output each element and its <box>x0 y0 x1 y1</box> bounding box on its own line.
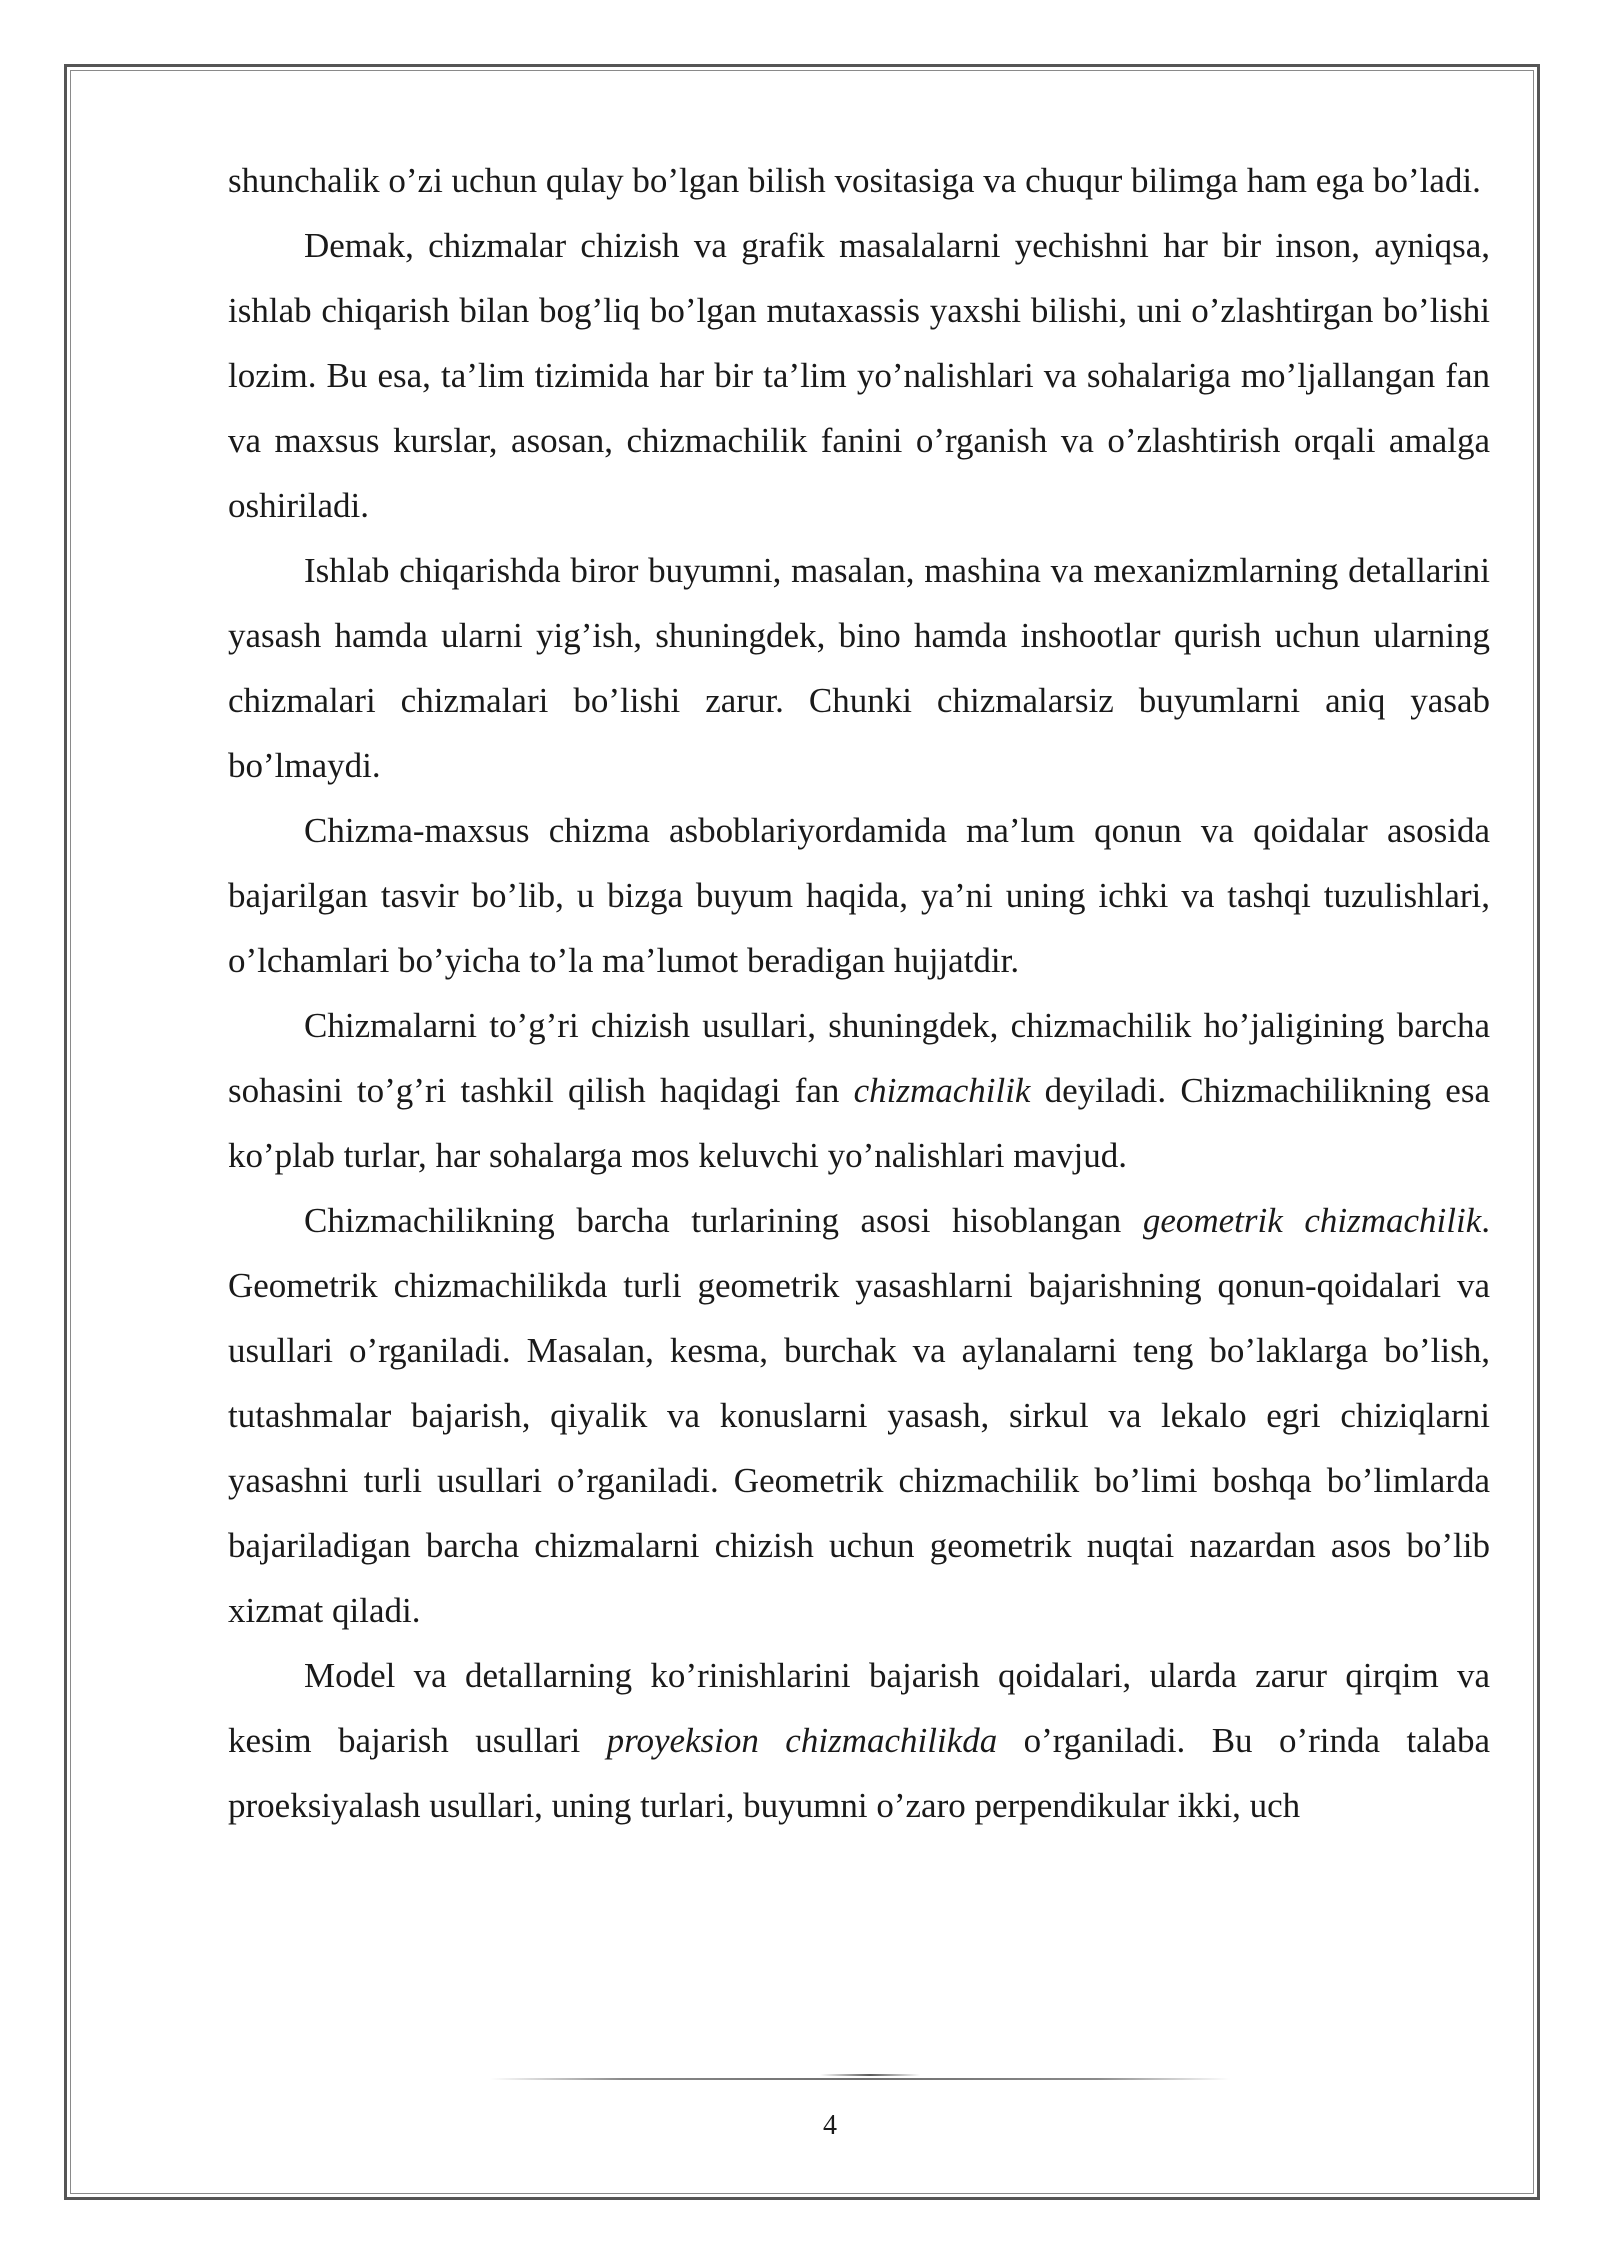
paragraph-text: shunchalik o’zi uchun qulay bo’lgan bilish vositasiga va chuqur bilimga ham ega bo’ladi. <box>228 161 1481 200</box>
paragraph-text: . Geometrik chizmachilikda turli geometrik yasashlarni bajarishning qonun-qoidalari va usullari o’rganiladi. Masalan, kesma, burchak va aylanalarni teng bo’laklarga bo’lish, tutashmalar bajarish, qiyalik va konuslarni yasash, sirkul va lekalo egri chiziqlarni yasashni turli usullari o’rganiladi. Geometrik chizmachilik bo’limi boshqa bo’limlarda bajariladigan barcha chizmalarni chizish uchun geometrik nuqtai nazardan asos bo’lib xizmat qiladi. <box>228 1201 1490 1630</box>
paragraph-text: o’rganiladi. Bu o’rinda talaba proeksiyalash usullari, uning turlari, buyumni o’zaro perpendikular ikki, uch <box>228 1721 1491 1825</box>
paragraph <box>228 538 1490 798</box>
paragraph-text: Model va detallarning ko’rinishlarini bajarish qoidalari, ularda zarur qirqim va kesim bajarish usullari <box>228 1656 1490 1760</box>
paragraph <box>228 148 1490 213</box>
italic-term: geometrik chizmachilik <box>1142 1201 1482 1240</box>
document-body <box>228 148 1490 1838</box>
footer-divider <box>490 2078 1230 2080</box>
paragraph <box>228 213 1490 538</box>
paragraph-text: Chizmalarni to’g’ri chizish usullari, shuningdek, chizmachilik ho’jaligining barcha sohasini to’g’ri tashkil qilish haqidagi fan <box>228 1006 1490 1110</box>
paragraph-text: Chizmachilikning barcha turlarining asosi hisoblangan <box>304 1201 1143 1240</box>
paragraph-text: Demak, chizmalar chizish va grafik masalalarni yechishni har bir inson, ayniqsa, ishlab chiqarish bilan bog’liq bo’lgan mutaxassis yaxshi bilishi, uni o’zlashtirgan bo’lishi lozim. Bu esa, ta’lim tizimida har bir ta’lim yo’nalishlari va sohalariga mo’ljallangan fan va maxsus kurslar, asosan, chizmachilik fanini o’rganish va o’zlashtirish orqali amalga oshiriladi. <box>228 226 1490 525</box>
paragraph <box>228 1643 1490 1838</box>
page-number: 4 <box>823 2110 837 2141</box>
italic-term: proyeksion chizmachilikda <box>606 1721 998 1760</box>
paragraph <box>228 798 1490 993</box>
paragraph <box>228 1188 1490 1643</box>
paragraph-text: Chizma-maxsus chizma asboblariyordamida ma’lum qonun va qoidalar asosida bajarilgan tasvir bo’lib, u bizga buyum haqida, ya’ni uning ichki va tashqi tuzulishlari, o’lchamlari bo’yicha to’la ma’lumot beradigan hujjatdir. <box>228 811 1490 980</box>
paragraph-text: Ishlab chiqarishda biror buyumni, masalan, mashina va mexanizmlarning detallarini yasash hamda ularni yig’ish, shuningdek, bino hamda inshootlar qurish uchun ularning chizmalari chizmalari bo’lishi zarur. Chunki chizmalarsiz buyumlarni aniq yasab bo’lmaydi. <box>228 551 1490 785</box>
paragraph <box>228 993 1490 1188</box>
italic-term: chizmachilik <box>853 1071 1031 1110</box>
paragraph-text: deyiladi. Chizmachilikning esa ko’plab turlar, har sohalarga mos keluvchi yo’nalishlari mavjud. <box>228 1071 1490 1175</box>
footer-divider-accent <box>820 2074 920 2076</box>
